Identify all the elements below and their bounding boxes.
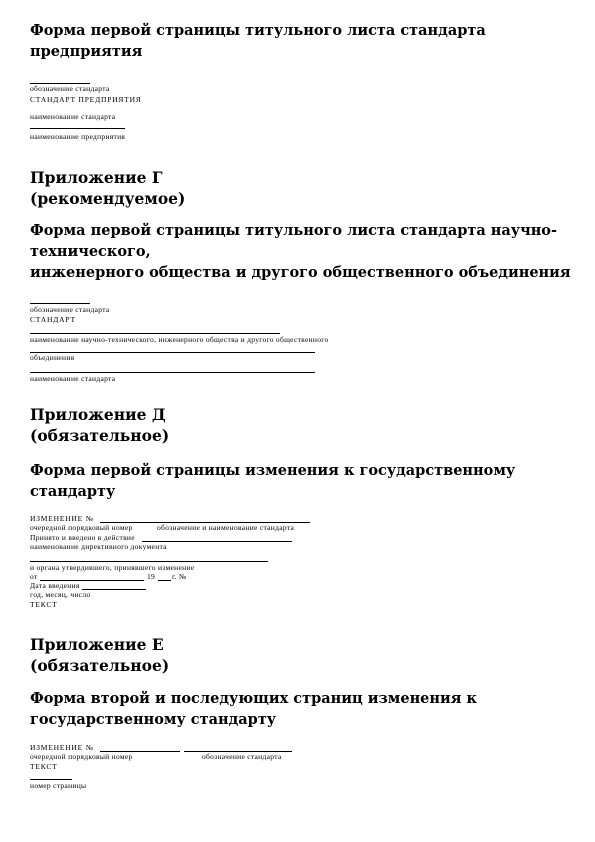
heading-line: технического, [30, 243, 151, 260]
from-label: от [30, 572, 38, 581]
heading-line: Форма первой страницы изменения к государственному [30, 462, 516, 479]
society-line [30, 333, 280, 334]
change-number-label: ИЗМЕНЕНИЕ № [30, 743, 94, 752]
enterprise-standard-heading [30, 20, 486, 62]
appendix-title: Приложение Е [30, 635, 164, 654]
heading-line: инженерного общества и другого общественного объединения [30, 264, 571, 281]
appendix-status: (обязательное) [30, 656, 170, 675]
year-line [158, 580, 171, 581]
appendix-status: (рекомендуемое) [30, 189, 186, 208]
heading-line: стандарту [30, 483, 116, 500]
society-name-caption: наименование научно-технического, инженерного общества и другого общественного [30, 335, 329, 344]
effective-date-line [82, 589, 146, 590]
enterprise-name-caption: наименование предприятия [30, 132, 126, 141]
appendix-d-heading [30, 460, 515, 502]
heading-line: Форма второй и последующих страниц изменения к [30, 690, 478, 707]
adopted-label: Принято и введено в действие [30, 533, 135, 542]
year-prefix: 19 [147, 572, 156, 581]
page-number-line [30, 779, 72, 780]
number-suffix: г. № [172, 572, 187, 581]
appendix-e-title-block [30, 634, 169, 676]
change-number-label: ИЗМЕНЕНИЕ № [30, 514, 94, 523]
authority-line [30, 561, 268, 562]
standard-designation-caption: обозначение и наименование стандарта [157, 523, 295, 532]
appendix-e-heading [30, 688, 477, 730]
page-number-caption: номер страницы [30, 781, 87, 790]
designation-line [30, 303, 90, 304]
directive-document-caption: наименование директивного документа [30, 542, 167, 551]
designation-caption: обозначение стандарта [30, 84, 110, 93]
effective-date-label: Дата введения [30, 581, 80, 590]
sequence-number-caption: очередной порядковый номер [30, 523, 133, 532]
appendix-status: (обязательное) [30, 426, 170, 445]
society-name-caption-end: объединения [30, 353, 75, 362]
appendix-g-heading [30, 220, 571, 283]
sequence-number-caption: очередной порядковый номер [30, 752, 133, 761]
appendix-g-title-block [30, 167, 185, 209]
heading-line: государственному стандарту [30, 711, 277, 728]
date-format-caption: год, месяц, число [30, 590, 91, 599]
heading-line: Форма первой страницы титульного листа стандарта научно- [30, 222, 557, 239]
standard-name-line [30, 372, 315, 373]
designation-caption: обозначение стандарта [30, 305, 110, 314]
standard-type-label: СТАНДАРТ ПРЕДПРИЯТИЯ [30, 95, 142, 104]
heading-line: Форма первой страницы титульного листа стандарта [30, 22, 486, 39]
authority-caption: и органа утвердившего, принявшего изменение [30, 563, 195, 572]
standard-name-caption: наименование стандарта [30, 112, 116, 121]
text-label: ТЕКСТ [30, 762, 58, 771]
enterprise-line [30, 128, 125, 129]
heading-line: предприятия [30, 43, 143, 60]
text-label: ТЕКСТ [30, 600, 58, 609]
standard-designation-caption: обозначение стандарта [202, 752, 282, 761]
standard-name-caption: наименование стандарта [30, 374, 116, 383]
standard-type-label: СТАНДАРТ [30, 315, 76, 324]
appendix-title: Приложение Г [30, 168, 163, 187]
appendix-title: Приложение Д [30, 405, 166, 424]
appendix-d-title-block [30, 404, 169, 446]
